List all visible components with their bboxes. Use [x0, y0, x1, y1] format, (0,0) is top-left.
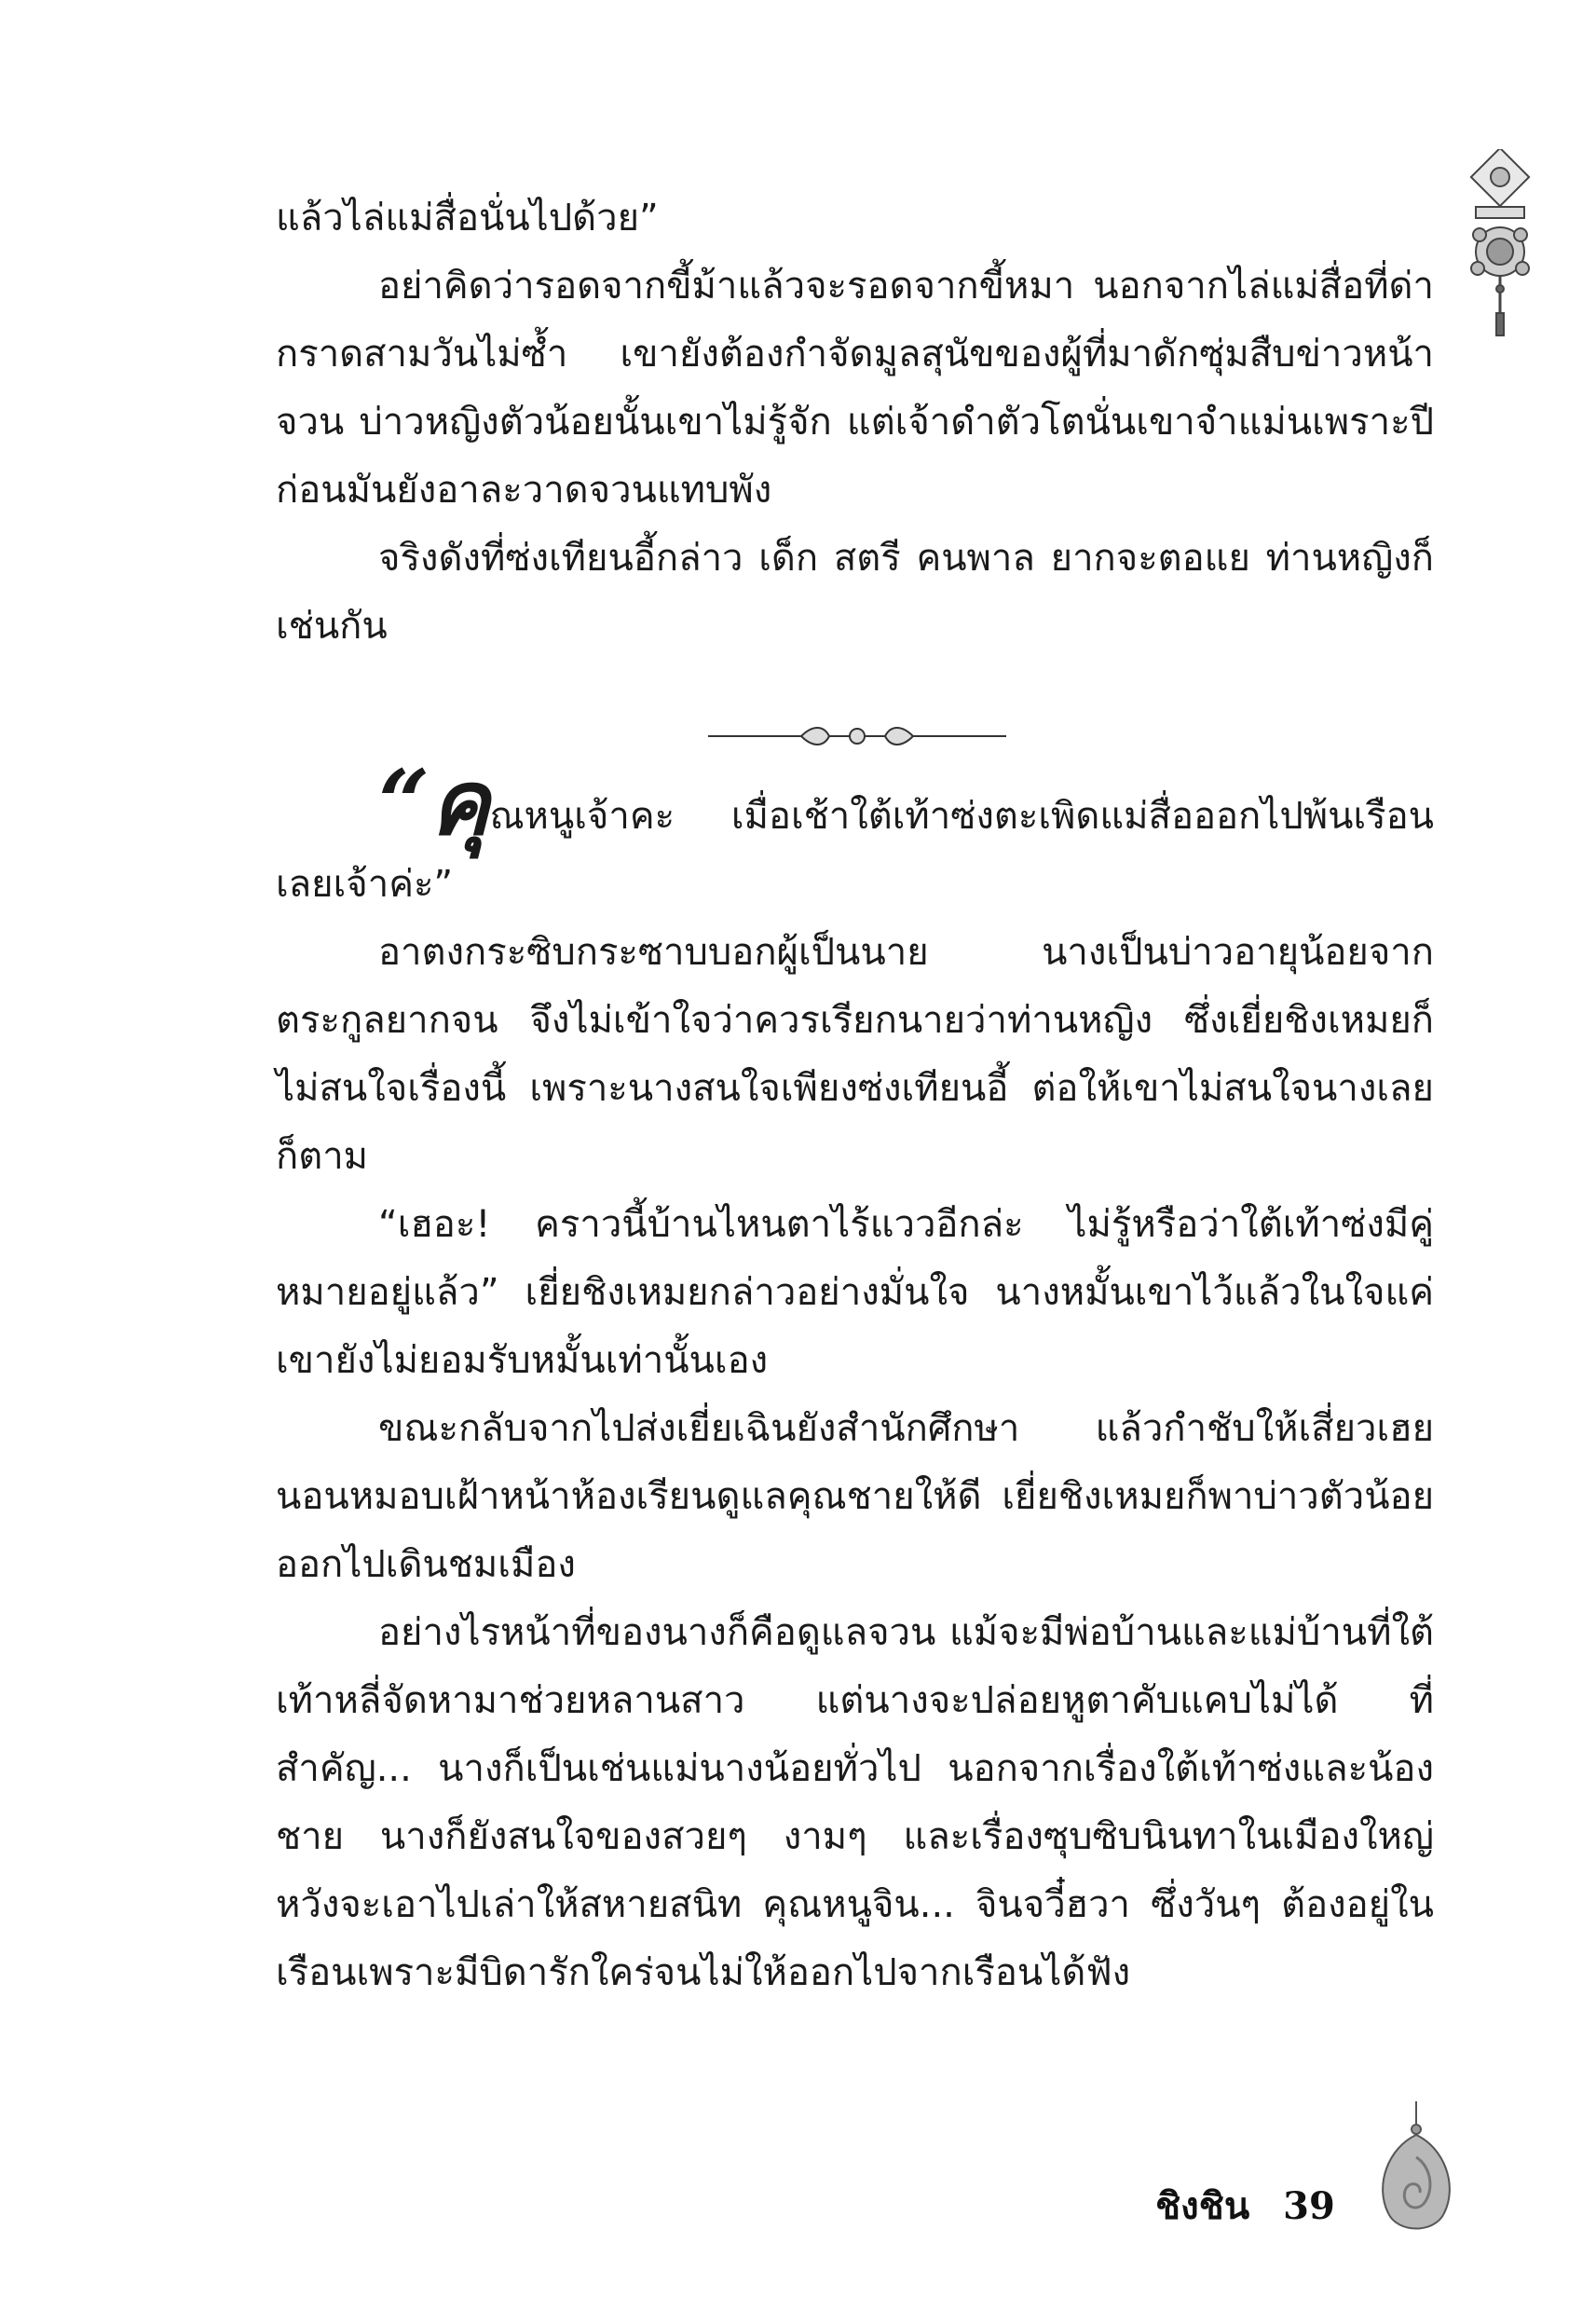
paragraph-4: อาตงกระซิบกระซาบบอกผู้เป็นนาย นางเป็นบ่าวอายุน้อยจากตระกูลยากจน จึงไม่เข้าใจว่าควรเรียกนายว่าท่านหญิง ซึ่งเยี่ยชิงเหมยก็ไม่สนใจเรื่องนี้ เพราะนางสนใจเพียงซ่งเทียนอี้ ต่อให้เขาไม่สนใจนางเลยก็ตาม [276, 931, 1434, 1178]
paragraph-7: อย่างไรหน้าที่ของนางก็คือดูแลจวน แม้จะมีพ่อบ้านและแม่บ้านที่ใต้เท้าหลี่จัดหามาช่วยหลานสาว แต่นางจะปล่อยหูตาคับแคบไม่ได้ ที่สำคัญ... นางก็เป็นเช่นแม่นางน้อยทั่วไป นอกจากเรื่องใต้เท้าซ่งและน้องชาย นางก็ยังสนใจของสวยๆ งามๆ และเรื่องซุบซิบนินทาในเมืองใหญ่ หวังจะเอาไปเล่าให้สหายสนิท คุณหนูจิน... จินจวี๋ฮวา ซึ่งวันๆ ต้องอยู่ในเรือนเพราะมีบิดารักใคร่จนไม่ให้ออกไปจากเรือนได้ฟัง [276, 1611, 1434, 1994]
paragraph-3: จริงดังที่ซ่งเทียนอี้กล่าว เด็ก สตรี คนพาล ยากจะตอแย ท่านหญิงก็เช่นกัน [276, 537, 1434, 648]
book-title: ชิงชิน [1155, 2184, 1250, 2228]
text-block-bottom [276, 750, 1434, 2007]
page-footer [1155, 2176, 1335, 2236]
dropcap-paragraph [276, 750, 1434, 919]
paragraph-5: “เฮอะ! คราวนี้บ้านไหนตาไร้แววอีกล่ะ ไม่รู้หรือว่าใต้เท้าซ่งมีคู่หมายอยู่แล้ว” เยี่ยชิงเหมยกล่าวอย่างมั่นใจ นางหมั้นเขาไว้แล้วในใจแค่เขายังไม่ยอมรับหมั้นเท่านั้นเอง [276, 1203, 1434, 1382]
page-number: 39 [1283, 2184, 1335, 2228]
paragraph-1: แล้วไล่แม่สื่อนั่นไปด้วย” [276, 197, 659, 239]
jade-pendant-icon [1370, 2101, 1463, 2241]
dropcap-paragraph-text: ณหนูเจ้าคะ เมื่อเช้าใต้เท้าซ่งตะเพิดแม่สื่อออกไปพ้นเรือนเลยเจ้าค่ะ” [276, 795, 1434, 906]
corner-ornament-icon [1463, 149, 1537, 345]
drop-cap: “คุ [378, 750, 490, 855]
section-divider-icon [708, 718, 1006, 755]
paragraph-2: อย่าคิดว่ารอดจากขี้ม้าแล้วจะรอดจากขี้หมา นอกจากไล่แม่สื่อที่ด่ากราดสามวันไม่ซ้ำ เขายังต้องกำจัดมูลสุนัขของผู้ที่มาดักซุ่มสืบข่าวหน้าจวน บ่าวหญิงตัวน้อยนั้นเขาไม่รู้จัก แต่เจ้าดำตัวโตนั่นเขาจำแม่นเพราะปีก่อนมันยังอาละวาดจวนแทบพัง [276, 265, 1434, 512]
paragraph-6: ขณะกลับจากไปส่งเยี่ยเฉินยังสำนักศึกษา แล้วกำชับให้เสี่ยวเฮยนอนหมอบเฝ้าหน้าห้องเรียนดูแลคุณชายให้ดี เยี่ยชิงเหมยก็พาบ่าวตัวน้อยออกไปเดินชมเมือง [276, 1407, 1434, 1586]
text-block-top [276, 185, 1434, 661]
